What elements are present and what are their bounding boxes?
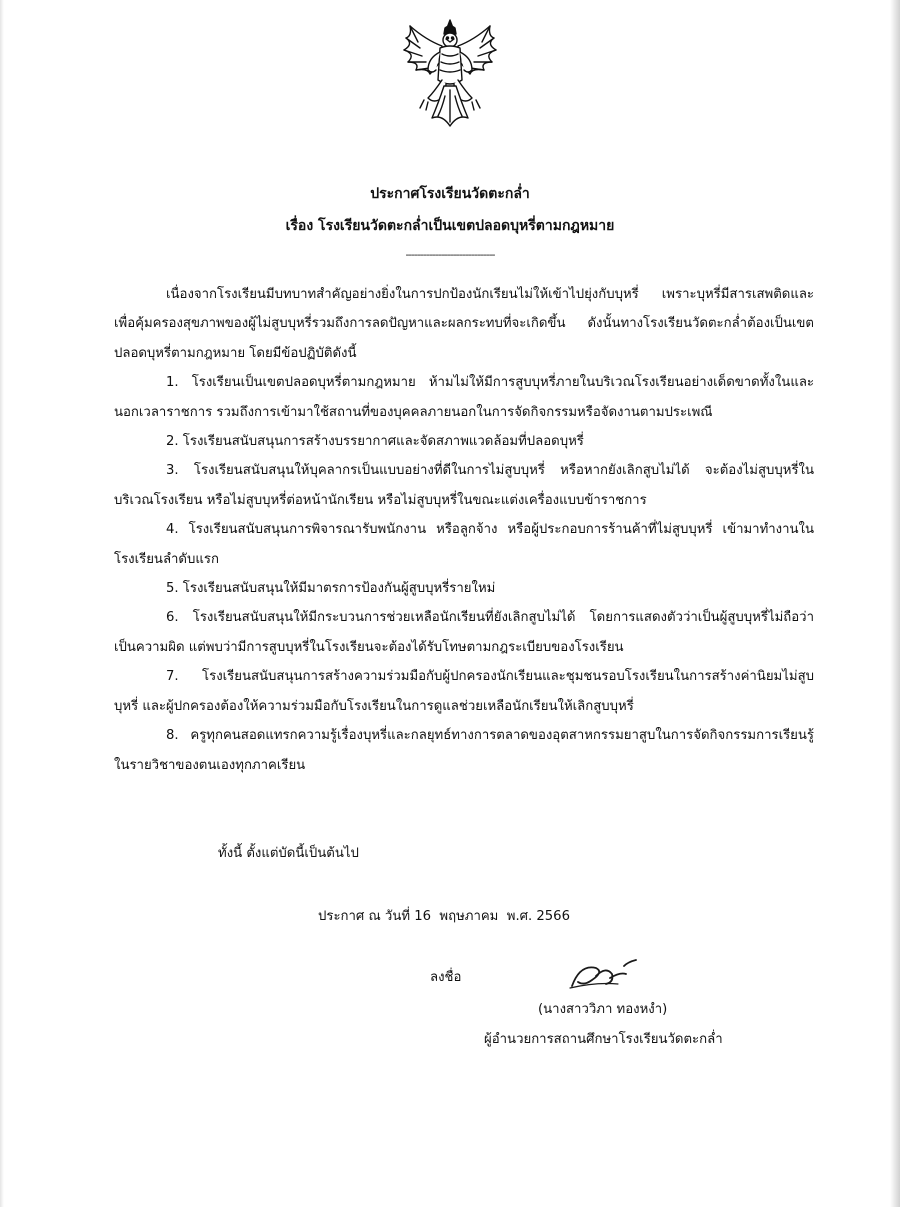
title-divider: ------------------------------ bbox=[405, 248, 495, 261]
rule-item-2: 2. โรงเรียนสนับสนุนการสร้างบรรยากาศและจัดสภาพแวดล้อมที่ปลอดบุหรี่ bbox=[166, 434, 584, 450]
page-edge-shadow-left bbox=[0, 0, 4, 1207]
intro-paragraph: เนื่องจากโรงเรียนมีบทบาทสำคัญอย่างยิ่งในการปกป้องนักเรียนไม่ให้เข้าไปยุ่งกับบุหรี่ เพราะบุหรี่มีสารเสพติดและเพื่อคุ้มครองสุขภาพของผู้ไม่สูบบุหรี่รวมถึงการลดปัญหาและผลกระทบที่จะเกิดขึ้น ดังนั้นทางโรงเรียนวัดตะกล่ำต้องเป็นเขตปลอดบุหรี่ตามกฎหมาย โดยมีข้อปฏิบัติดังนี้ bbox=[114, 287, 814, 361]
page-edge-shadow-right bbox=[890, 0, 900, 1207]
rule-item-1: 1. โรงเรียนเป็นเขตปลอดบุหรี่ตามกฎหมาย ห้ามไม่ให้มีการสูบบุหรี่ภายในบริเวณโรงเรียนอย่างเด็ดขาดทั้งในและนอกเวลาราชการ รวมถึงการเข้ามาใช้สถานที่ของบุคคลภายนอกในการจัดกิจกรรมหรือจัดงานตามประเพณี bbox=[114, 375, 814, 420]
signer-name: (นางสาววิภา ทองหงำ) bbox=[538, 1002, 668, 1017]
signer-position: ผู้อำนวยการสถานศึกษาโรงเรียนวัดตะกล่ำ bbox=[484, 1032, 723, 1047]
handwritten-signature bbox=[566, 958, 642, 994]
announcement-date: ประกาศ ณ วันที่ 16 พฤษภาคม พ.ศ. 2566 bbox=[318, 909, 570, 924]
rule-item-6: 6. โรงเรียนสนับสนุนให้มีกระบวนการช่วยเหลือนักเรียนที่ยังเลิกสูบไม่ได้ โดยการแสดงตัวว่าเป็นผู้สูบบุหรี่ไม่ถือว่าเป็นความผิด แต่พบว่ามีการสูบบุหรี่ในโรงเรียนจะต้องได้รับโทษตามกฎระเบียบของโรงเรียน bbox=[114, 610, 814, 655]
announcement-title: ประกาศโรงเรียนวัดตะกล่ำ bbox=[370, 186, 530, 202]
garuda-emblem-icon bbox=[398, 18, 502, 134]
rule-item-5: 5. โรงเรียนสนับสนุนให้มีมาตรการป้องกันผู้สูบบุหรี่รายใหม่ bbox=[166, 581, 496, 597]
rule-item-3: 3. โรงเรียนสนับสนุนให้บุคลากรเป็นแบบอย่างที่ดีในการไม่สูบบุหรี่ หรือหากยังเลิกสูบไม่ได้ จะต้องไม่สูบบุหรี่ในบริเวณโรงเรียน หรือไม่สูบบุหรี่ต่อหน้านักเรียน หรือไม่สูบบุหรี่ในขณะแต่งเครื่องแบบข้าราชการ bbox=[114, 463, 814, 508]
effective-statement: ทั้งนี้ ตั้งแต่บัดนี้เป็นต้นไป bbox=[218, 846, 359, 861]
rule-item-7: 7. โรงเรียนสนับสนุนการสร้างความร่วมมือกับผู้ปกครองนักเรียนและชุมชนรอบโรงเรียนในการสร้างค่านิยมไม่สูบบุหรี่ และผู้ปกครองต้องให้ความร่วมมือกับโรงเรียนในการดูแลช่วยเหลือนักเรียนให้เลิกสูบบุหรี่ bbox=[114, 669, 814, 714]
rule-item-8: 8. ครูทุกคนสอดแทรกความรู้เรื่องบุหรี่และกลยุทธ์ทางการตลาดของอุตสาหกรรมยาสูบในการจัดกิจกรรมการเรียนรู้ในรายวิชาของตนเองทุกภาคเรียน bbox=[114, 728, 814, 773]
announcement-subject: เรื่อง โรงเรียนวัดตะกล่ำเป็นเขตปลอดบุหรี่ตามกฎหมาย bbox=[285, 218, 615, 234]
rule-item-4: 4. โรงเรียนสนับสนุนการพิจารณารับพนักงาน หรือลูกจ้าง หรือผู้ประกอบการร้านค้าที่ไม่สูบบุหรี่ เข้ามาทำงานในโรงเรียนลำดับแรก bbox=[114, 522, 814, 567]
announcement-body bbox=[114, 280, 814, 780]
signature-label: ลงชื่อ bbox=[430, 970, 462, 985]
